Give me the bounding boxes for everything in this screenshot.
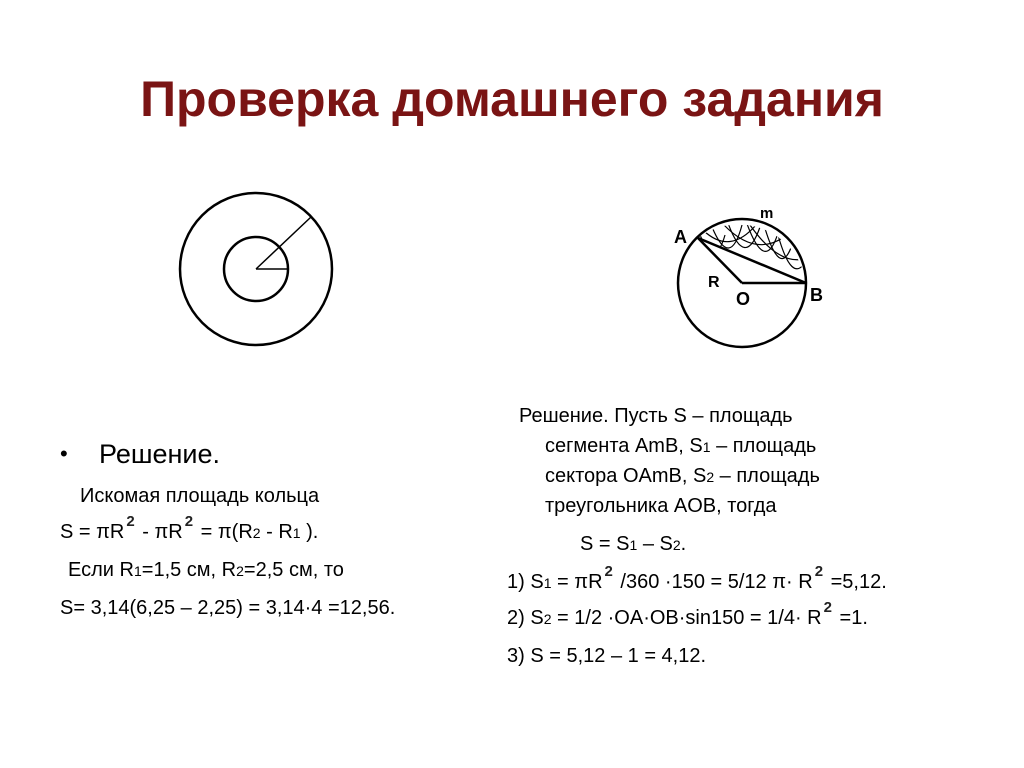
label-r: R	[708, 274, 720, 291]
right-line-3	[545, 464, 820, 489]
f2-part: =2,5 см, то	[243, 559, 344, 581]
r5-part: S = S	[580, 533, 630, 555]
left-line-1: Искомая площадь кольца	[80, 485, 320, 507]
subscript: 1	[133, 563, 142, 579]
right-line-5	[580, 532, 686, 557]
superscript-two: 2	[126, 513, 135, 530]
left-formula-1	[60, 513, 319, 546]
right-step-1	[507, 563, 887, 596]
right-line-1: Решение. Пусть S – площадь	[519, 405, 793, 427]
r6-part: = πR	[551, 571, 603, 593]
r5-part: .	[680, 533, 687, 555]
f1-part: - R	[260, 521, 293, 543]
outer-radius	[256, 217, 311, 269]
right-step-3: 3) S = 5,12 – 1 = 4,12.	[507, 645, 707, 667]
subscript: 2	[236, 563, 244, 579]
subscript: 2	[672, 537, 681, 553]
r2-part: – площадь	[710, 435, 817, 457]
label-a: A	[674, 227, 687, 247]
label-o: O	[736, 289, 751, 309]
subscript: 1	[702, 439, 711, 455]
left-formula-2	[68, 558, 344, 583]
r3-part: сектора OAmB, S	[545, 465, 707, 487]
bullet: •	[60, 441, 68, 466]
subscript: 2	[252, 525, 261, 541]
f1-part: = π(R	[195, 521, 253, 543]
subscript: 1	[629, 537, 638, 553]
r6-part: =5,12.	[825, 571, 887, 593]
label-m: m	[760, 205, 774, 222]
f2-part: =1,5 см, R	[141, 559, 237, 581]
left-formula-3: S= 3,14(6,25 – 2,25) = 3,14·4 =12,56.	[60, 597, 396, 619]
page-title: Проверка домашнего задания	[140, 71, 884, 127]
left-heading: Решение.	[99, 439, 221, 469]
radius-oa	[698, 238, 742, 283]
superscript-two: 2	[814, 563, 824, 580]
superscript-two: 2	[604, 563, 613, 580]
r6-part: 1) S	[507, 571, 544, 593]
subscript: 1	[543, 575, 552, 591]
label-b: B	[810, 285, 823, 305]
subscript: 2	[706, 469, 715, 485]
right-step-2	[507, 599, 868, 632]
r7-part: = 1/2 ·OA·OB·sin150 = 1/4· R	[551, 607, 822, 629]
superscript-two: 2	[823, 599, 832, 616]
f1-part: S = πR	[60, 521, 125, 543]
right-line-4: треугольника AOB, тогда	[545, 495, 777, 517]
f1-part: - πR	[136, 521, 183, 543]
r5-part: – S	[637, 533, 673, 555]
r3-part: – площадь	[714, 465, 820, 487]
r6-part: /360 ·150 = 5/12 π· R	[614, 571, 813, 593]
superscript-two: 2	[184, 513, 194, 530]
f2-part: Если R	[68, 559, 134, 581]
subscript: 2	[543, 611, 552, 627]
right-line-2	[545, 434, 816, 459]
r7-part: 2) S	[507, 607, 544, 629]
r7-part: =1.	[833, 607, 868, 629]
subscript: 1	[292, 525, 301, 541]
segment-figure	[660, 195, 850, 370]
f1-part: ).	[300, 521, 319, 543]
r2-part: сегмента AmB, S	[545, 435, 703, 457]
annulus-figure	[170, 190, 350, 370]
